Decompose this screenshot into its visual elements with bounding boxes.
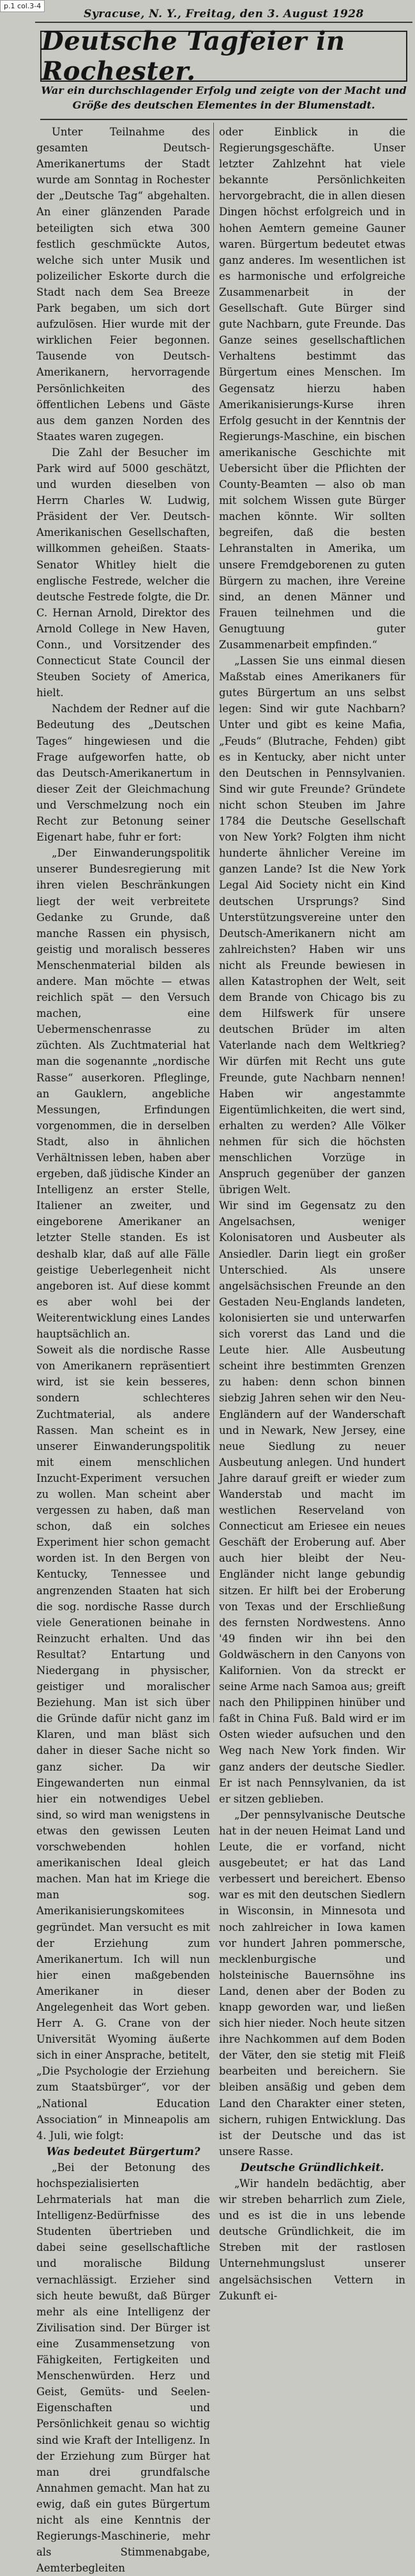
paragraph: Nachdem der Redner auf die Bedeutung des „Deutschen Tages“ hingewiesen und die Frage aufgeworfen hatte, ob das Deutsch-Amerikanertum in dieser Zeit der Gleichmachung und Verschmelzung noch ein Recht zur Betonung seiner Eigenart habe, fuhr er fort: — [36, 703, 210, 844]
right-column — [219, 124, 405, 2304]
section-subhead: Was bedeutet Bürgertum? — [46, 2145, 200, 2158]
left-column — [36, 124, 210, 2576]
column-divider — [213, 123, 214, 1723]
paragraph: Unter Teilnahme des gesamten Deutsch-Amerikanertums der Stadt wurde am Sonntag in Rochester der „Deutsche Tag“ abgehalten. An einer glänzenden Parade beteiligten sich etwa 300 festlich geschmückte Autos, welche sich unter Musik und polizeilicher Eskorte durch die Stadt nach dem Sea Breeze Park begaben, um sich dort aufzulösen. Hier wurde mit der wirklichen Feier begonnen. Tausende von Deutsch-Amerikanern, hervorragende Persönlichkeiten des öffentlichen Lebens und Gäste aus dem ganzen Norden des Staates waren zugegen. — [36, 126, 210, 443]
quoted-paragraph: „Wir handeln bedächtig, aber wir streben beharrlich zum Ziele, und es ist die in uns lebende deutsche Gründlichkeit, die im Streben mit der rastlosen Unternehmungslust unserer angelsächsischen Vettern in Zukunft ei- — [219, 2177, 405, 2302]
paragraph: Die Zahl der Besucher im Park wird auf 5000 geschätzt, und wurden dieselben von Herrn Charles W. Ludwig, Präsident der Ver. Deutsch-Amerikanischen Gesellschaften, willkommen geheißen. Staats-Senator Whitley hielt die englische Festrede, welcher die deutsche Festrede folgte, die Dr. C. Hernan Arnold, Direktor des Arnold College in New Haven, Conn., und Vorsitzender des Connecticut State Council der Steuben Society of America, hielt. — [36, 446, 210, 699]
quoted-paragraph: „Lassen Sie uns einmal diesen Maßstab eines Amerikaners für gutes Bürgertum an uns selbst legen: Sind wir gute Nachbarn? Unter und gibt es keine Mafia, „Feuds“ (Blutrache, Fehden) gibt es in Kentucky, aber nicht unter den Deutschen in Pennsylvanien. Sind wir gute Freunde? Gründete nicht schon Steuben im Jahre 1784 die Deutsche Gesellschaft von New York? Folgten ihm nicht hunderte ähnlicher Vereine im ganzen Lande? Ist die New York Legal Aid Society nicht ein Kind deutschen Ursprungs? Sind Unterstützungsvereine unter den Deutsch-Amerikanern nicht am zahlreichsten? Haben wir uns nicht als Freunde bewiesen in allen Katastrophen der Welt, seit dem Brande von Chicago bis zu dem Hilfswerk für unsere deutschen Brüder im alten Vaterlande nach dem Weltkrieg? Wir dürfen mit Recht uns gute Freunde, gute Nachbarn nennen! Haben wir angestammte Eigentümlichkeiten, die wert sind, erhalten zu werden? Alle Völker nehmen für sich die höchsten menschlichen Vorzüge in Anspruch gegenüber der ganzen übrigen Welt. — [219, 655, 405, 1196]
quoted-paragraph: „Der Einwanderungspolitik unserer Bundesregierung mit ihren vielen Beschränkungen liegt der weit verbreitete Gedanke zu Grunde, daß manche Rassen ein physisch, geistig und moralisch besseres Menschenmaterial bilden als andere. Man möchte — etwas reichlich spät — den Versuch machen, eine Uebermenschenrasse zu züchten. Als Zuchtmaterial hat man die sogenannte „nordische Rasse“ auserkoren. Pfleglinge, an Gauklern, angebliche Messungen, Erfindungen vorgenommen, die in derselben Stadt, also in ähnlichen Verhältnissen leben, haben aber ergeben, daß jüdische Kinder an Intelligenz an erster Stelle, Italiener an zweiter, und eingeborene Amerikaner an letzter Stelle standen. Es ist deshalb klar, daß auf alle Fälle geistige Ueberlegenheit nicht angeboren ist. Auf diese kommt es aber wohl bei der Weiterentwicklung eines Landes hauptsächlich an. — [36, 847, 210, 1341]
headline-text: Deutsche Tagfeier in Rochester. — [42, 26, 345, 86]
subheadline-rule — [40, 119, 407, 120]
section-subhead: Deutsche Gründlichkeit. — [240, 2161, 384, 2174]
newspaper-masthead — [35, 4, 412, 23]
article-subheadline: War ein durchschlagender Erfolg und zeigte von der Macht und Größe des deutschen Elementes in der Blumenstadt. — [41, 84, 407, 111]
paragraph: Wir sind im Gegensatz zu den Angelsachsen, weniger Kolonisatoren und Ausbeuter als Ansiedler. Darin liegt ein großer Unterschied. Als unsere angelsächsischen Freunde an den Gestaden Neu-Englands landeten, kolonisierten sie und unterwarfen sich vorerst das Land und die Leute hier. Alle Ausbeutung scheint ihre bestimmten Grenzen zu haben: denn schon binnen siebzig Jahren sehen wir den Neu-Engländern auf der Wanderschaft und in Newark, New Jersey, eine neue Siedlung zu neuer Ausbeutung anlegen. Und hundert Jahre darauf greift er wieder zum Wanderstab und macht im westlichen Reserveland von Connecticut am Eriesee ein neues Geschäft der Eroberung auf. Aber auch hier bleibt der Neu-Engländer nicht lange gebundig sitzen. Er hilft bei der Eroberung von Texas und der Erschließung des fernsten Nordwestens. Anno '49 finden wir ihn bei den Goldwäschern in den Canyons von Kalifornien. Von da streckt er seine Arme nach Samoa aus; greift nach den Philippinen hinüber und faßt in China Fuß. Bald wird er im Osten wieder aufsuchen und den Weg nach New York finden. Wir ganz anders der deutsche Siedler. Er ist nach Pennsylvanien, da ist er sitzen geblieben. — [219, 1200, 405, 1805]
paragraph: Soweit als die nordische Rasse von Amerikanern repräsentiert wird, ist sie kein besseres, sondern schlechteres Zuchtmaterial, als andere Rassen. Man scheint es in unserer Einwanderungspolitik mit einem menschlichen Inzucht-Experiment versuchen zu wollen. Man scheint aber vergessen zu haben, daß man schon, daß ein solches Experiment hier schon gemacht worden ist. In den Bergen von Kentucky, Tennessee und angrenzenden Staaten hat sich die sog. nordische Rasse durch viele Generationen beinahe in Reinzucht erhalten. Und das Resultat? Entartung und Niedergang in physischer, geistiger und moralischer Beziehung. Man ist sich über die Gründe dafür nicht ganz im Klaren, und man bläst sich daher in dieser Sache nicht so ganz sicher. Da wir Eingewanderten nun einmal hier ein notwendiges Uebel sind, so wird man wenigstens in etwas den gewissen Leuten vorschwebenden hohlen amerikanischen Ideal gleich machen. Man hat im Kriege die man sog. Amerikanisierungskomitees gegründet. Man versucht es mit der Erziehung zum Amerikanertum. Ich will nun hier einen maßgebenden Amerikaner in dieser Angelegenheit das Wort geben. Herr A. G. Crane von der Universität Wyoming äußerte sich in einer Ansprache, betitelt, „Die Psychologie der Erziehung zum Staatsbürger“, vor der „National Education Association“ in Minneapolis am 4. Juli, wie folgt: — [36, 1344, 210, 2142]
quoted-paragraph: „Der pennsylvanische Deutsche hat in der neuen Heimat Land und Leute, die er vorfand, nicht ausgebeutet; er hat das Land verbessert und bereichert. Ebenso war es mit den deutschen Siedlern in Wisconsin, in Minnesota und noch zahlreicher in Iowa kamen vor hundert Jahren pommersche, mecklenburgische und holsteinische Bauernsöhne ins Land, denen aber der Boden zu knapp geworden war, und ließen sich hier nieder. Noch heute sitzen ihre Nachkommen auf dem Boden der Väter, den sie stetig mit Fleiß bearbeiten und bereichern. Sie bleiben ansäßig und geben dem Land den Charakter einer steten, sichern, ruhigen Entwicklung. Das ist der Deutsche und das ist unsere Rasse. — [219, 1808, 405, 2158]
page-label: p.1 col.3-4 — [0, 0, 45, 12]
quoted-paragraph: „Bei der Betonung des hochspezialisierten Lehrmaterials hat man die Intelligenz-Bedürfnisse des Studenten übertrieben und dabei seine gesellschaftliche und moralische Bildung vernachlässigt. Erzieher sind sich heute bewußt, daß Bürger mehr als eine Intelligenz der Zivilisation sind. Der Bürger ist eine Zusammensetzung von Fähigkeiten, Fertigkeiten und Menschenwürden. Herz und Geist, Gemüts- und Seelen-Eigenschaften und Persönlichkeit genau so wichtig sind wie Kraft der Intelligenz. In der Erziehung zum Bürger hat man drei grundfalsche Annahmen gemacht. Man hat zu ewig, daß ein gutes Bürgertum nicht als eine Kenntnis der Regierungs-Maschinerie, mehr als Stimmenabgabe, Aemterbegleiten — [36, 2161, 210, 2575]
masthead-rule — [35, 22, 412, 23]
masthead-text: Syracuse, N. Y., Freitag, den 3. August 1928 — [84, 8, 364, 20]
article-headline — [40, 26, 407, 86]
paragraph: oder Einblick in die Regierungsgeschäfte. Unser letzter Zahlzehnt hat viele bekannte Persönlichkeiten hervorgebracht, die in allen diesen Dingen höchst erfolgreich und in hohen Aemtern gemeine Gauner waren. Bürgertum bedeutet etwas ganz anderes. Im wesentlichen ist es harmonische und erfolgreiche Zusammenarbeit in der Gesellschaft. Gute Bürger sind gute Nachbarn, gute Freunde. Das Ganze seines gesellschaftlichen Verhaltens bestimmt das Bürgertum eines Menschen. Im Gegensatz hierzu haben Amerikanisierungs-Kurse ihren Erfolg gesucht in der Kenntnis der Regierungs-Maschine, ein bischen amerikanische Geschichte mit Uebersicht über die Pflichten der County-Beamten — also ob man mit solchem Wissen gute Bürger machen könnte. Wir sollten begreifen, daß die besten Lehranstalten in Amerika, um unsere Fremdgeborenen zu guten Bürgern zu machen, ihre Vereine sind, an denen Männer und Frauen teilnehmen und die Genugtuung guter Zusammenarbeit empfinden.“ — [219, 126, 405, 651]
